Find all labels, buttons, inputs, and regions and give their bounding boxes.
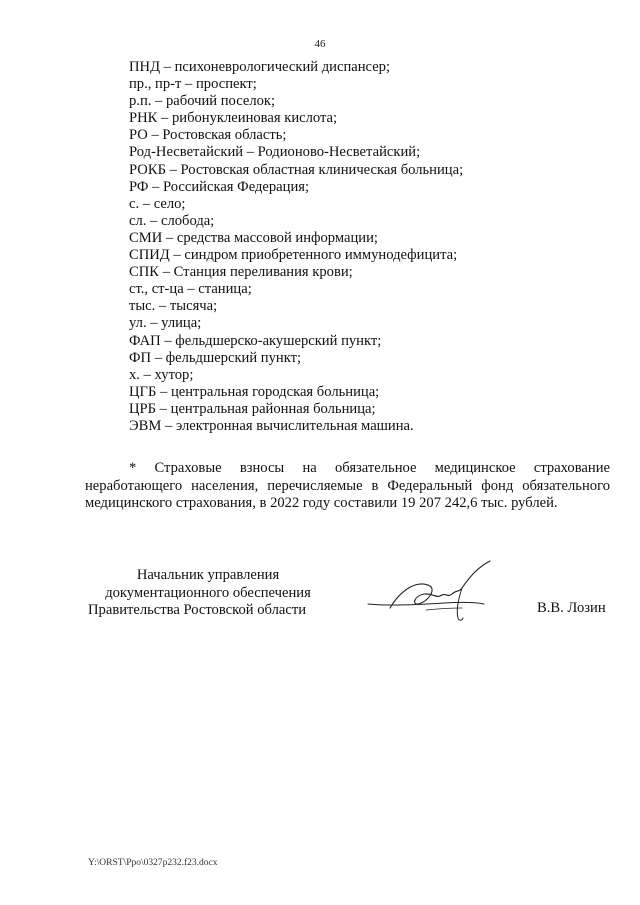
abbreviation-item: ЦГБ – центральная городская больница; [129,383,380,400]
abbreviation-item: СМИ – средства массовой информации; [129,229,378,246]
signer-name: В.В. Лозин [537,600,606,616]
abbreviation-item: РФ – Российская Федерация; [129,178,310,195]
abbreviation-item: ЭВМ – электронная вычислительная машина. [129,417,414,434]
footnote-line: * Страховые взносы на обязательное медицинское страхование [129,460,610,476]
abbreviation-item: ФП – фельдшерский пункт; [129,349,302,366]
signatory-title-line: Правительства Ростовской области [88,602,307,619]
footnote-line: неработающего населения, перечисляемые в Федеральный фонд обязательного [85,477,610,494]
handwritten-signature [366,558,496,626]
page-number: 46 [314,38,326,50]
abbreviation-item: РНК – рибонуклеиновая кислота; [129,110,338,127]
footnote [85,460,610,513]
abbreviation-item: Род-Несветайский – Родионово-Несветайский; [129,144,421,161]
abbreviation-item: ст., ст-ца – станица; [129,281,252,298]
document-file-path: Y:\ORST\Ppo\0327p232.f23.docx [88,858,218,868]
abbreviation-item: СПИД – синдром приобретенного иммунодефицита; [129,247,458,264]
abbreviation-item: СПК – Станция переливания крови; [129,264,353,281]
abbreviation-item: РОКБ – Ростовская областная клиническая больница; [129,161,464,178]
abbreviation-item: ул. – улица; [129,315,202,332]
signatory-title-line: документационного обеспечения [105,584,311,601]
abbreviation-item: пр., пр-т – проспект; [129,76,257,93]
abbreviation-item: х. – хутор; [129,366,194,383]
abbreviation-item: ПНД – психоневрологический диспансер; [129,59,391,75]
abbreviation-item: р.п. – рабочий поселок; [129,93,276,110]
abbreviation-item: сл. – слобода; [129,212,215,229]
abbreviation-list [129,59,609,435]
abbreviation-item: с. – село; [129,195,186,212]
abbreviation-item: ЦРБ – центральная районная больница; [129,400,376,417]
abbreviation-item: ФАП – фельдшерско-акушерский пункт; [129,332,382,349]
footnote-line: медицинского страхования, в 2022 году составили 19 207 242,6 тыс. рублей. [85,495,558,511]
signatory-title [88,567,328,620]
abbreviation-item: тыс. – тысяча; [129,298,218,315]
abbreviation-item: РО – Ростовская область; [129,127,287,144]
signatory-title-line: Начальник управления [136,567,280,583]
